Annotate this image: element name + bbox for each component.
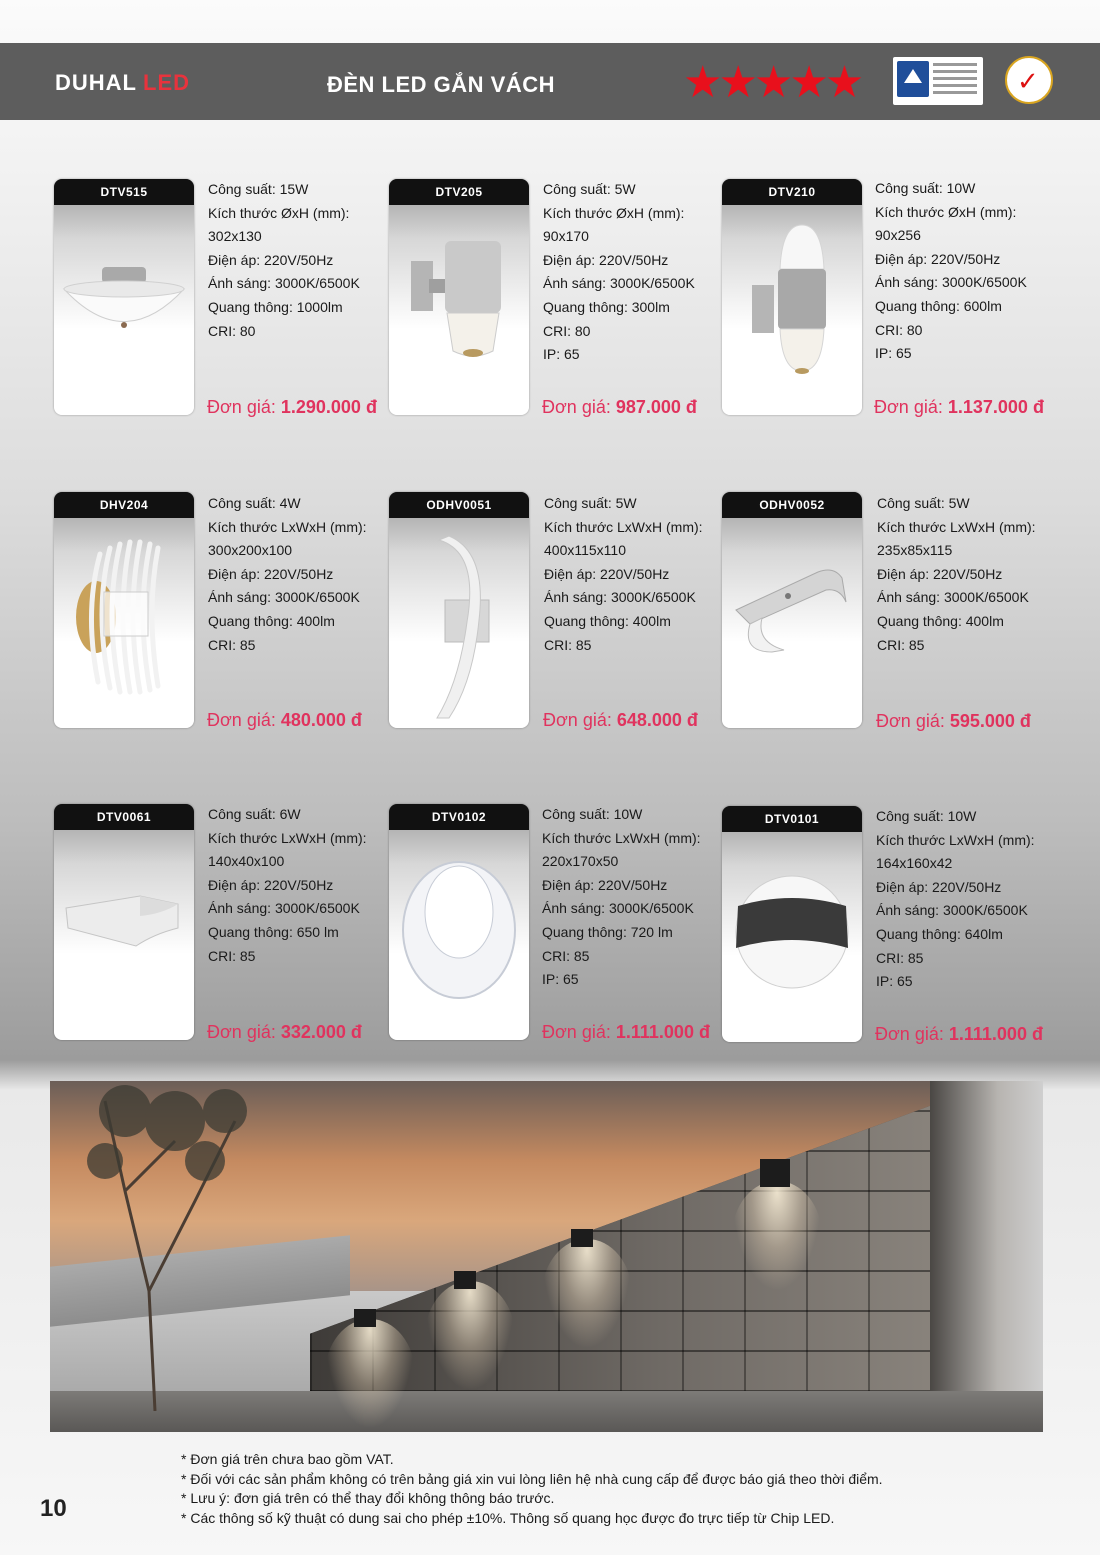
note-line: * Đối với các sản phẩm không có trên bảng giá xin vui lòng liên hệ nhà cung cấp để được báo giá theo thời điểm. (181, 1470, 883, 1487)
spec-line: Kích thước LxWxH (mm): (208, 518, 367, 535)
light-beam (325, 1319, 415, 1429)
product-specs (208, 178, 388, 343)
spec-line: 164x160x42 (876, 855, 953, 872)
price-label: Đơn giá: (543, 710, 612, 730)
spec-line: Công suất: 5W (544, 495, 637, 511)
spec-line: Kích thước LxWxH (mm): (208, 829, 367, 846)
light-beam (542, 1239, 632, 1349)
page-header (0, 43, 1100, 120)
price-value: 987.000 đ (615, 397, 697, 417)
tall-cylinder-wall-lamp-icon (722, 179, 862, 415)
price-value: 332.000 đ (280, 1022, 362, 1042)
product-card (722, 806, 862, 1042)
ceiling-dome-lamp-icon (54, 179, 194, 415)
spec-line: Quang thông: 400lm (208, 612, 335, 629)
product-code: DHV204 (54, 492, 194, 518)
product-card (389, 804, 529, 1040)
spec-line: Quang thông: 650 lm (208, 923, 339, 940)
spec-line: Kích thước LxWxH (mm): (876, 831, 1035, 848)
spec-line: Kích thước LxWxH (mm): (544, 518, 703, 535)
note-line: * Các thông số kỹ thuật có dung sai cho phép ±10%. Thông số quang học được đo trực tiếp từ Chip LED. (181, 1509, 835, 1526)
spec-line: Kích thước ØxH (mm): (875, 203, 1017, 220)
brand-name: DUHAL (55, 70, 137, 95)
spec-line: IP: 65 (875, 345, 912, 362)
tuv-rheinland-iso-9001-icon (893, 57, 983, 105)
product-specs (877, 492, 1057, 657)
box-wall-lamp-icon (54, 804, 194, 1040)
product-specs (543, 178, 723, 367)
spec-line: Ánh sáng: 3000K/6500K (542, 900, 694, 917)
spec-line: Ánh sáng: 3000K/6500K (875, 274, 1027, 291)
product-code: DTV210 (722, 179, 862, 205)
light-beam (732, 1181, 822, 1291)
spec-line: Quang thông: 720 lm (542, 923, 673, 940)
spec-line: Quang thông: 300lm (543, 298, 670, 315)
spec-line: Điện áp: 220V/50Hz (208, 565, 334, 582)
spec-line: Quang thông: 600lm (875, 297, 1002, 314)
right-wall (930, 1081, 1043, 1432)
spec-line: Điện áp: 220V/50Hz (876, 878, 1002, 895)
price-value: 1.137.000 đ (947, 397, 1044, 417)
price-value: 595.000 đ (949, 711, 1031, 731)
spec-line: Quang thông: 400lm (544, 612, 671, 629)
spec-line: Kích thước LxWxH (mm): (877, 518, 1036, 535)
spec-line: CRI: 80 (543, 322, 591, 339)
spec-line: IP: 65 (543, 346, 580, 363)
spec-line: Ánh sáng: 3000K/6500K (208, 275, 360, 292)
price-value: 1.111.000 đ (948, 1024, 1043, 1044)
spec-line: Ánh sáng: 3000K/6500K (877, 589, 1029, 606)
spec-line: Ánh sáng: 3000K/6500K (208, 589, 360, 606)
spec-line: Điện áp: 220V/50Hz (877, 565, 1003, 582)
product-card (54, 804, 194, 1040)
wall-lamp (454, 1271, 476, 1289)
spec-line: CRI: 85 (542, 947, 590, 964)
spec-line: CRI: 85 (208, 636, 256, 653)
product-specs (208, 803, 388, 968)
product-code: ODHV0052 (722, 492, 862, 518)
spec-line: Quang thông: 640lm (876, 925, 1003, 942)
product-specs (876, 805, 1056, 994)
spec-line: 90x256 (875, 227, 921, 244)
spec-line: 140x40x100 (208, 853, 285, 870)
spec-line: CRI: 80 (208, 322, 256, 339)
product-price (543, 710, 698, 731)
product-price (876, 711, 1031, 732)
price-label: Đơn giá: (542, 397, 611, 417)
product-specs (875, 177, 1055, 366)
spec-line: Điện áp: 220V/50Hz (543, 251, 669, 268)
curved-blade-wall-lamp-icon (389, 492, 529, 728)
wall-lamp (354, 1309, 376, 1327)
price-value: 1.111.000 đ (615, 1022, 710, 1042)
oval-wall-lamp-icon (389, 804, 529, 1040)
spec-line: Ánh sáng: 3000K/6500K (876, 902, 1028, 919)
spec-line: CRI: 85 (876, 949, 924, 966)
spec-line: CRI: 80 (875, 321, 923, 338)
spec-line: Công suất: 6W (208, 806, 301, 822)
product-card (722, 179, 862, 415)
price-label: Đơn giá: (207, 1022, 276, 1042)
product-specs (544, 492, 724, 657)
spec-line: Điện áp: 220V/50Hz (542, 876, 668, 893)
price-label: Đơn giá: (207, 397, 276, 417)
spec-line: Điện áp: 220V/50Hz (208, 876, 334, 893)
spec-line: Quang thông: 1000lm (208, 298, 343, 315)
product-price (207, 397, 377, 418)
spec-line: Kích thước ØxH (mm): (208, 204, 350, 221)
spec-line: Ánh sáng: 3000K/6500K (543, 275, 695, 292)
product-card (54, 492, 194, 728)
spec-line: 300x200x100 (208, 542, 293, 559)
product-specs (208, 492, 388, 657)
product-code: DTV0102 (389, 804, 529, 830)
spec-line: Công suất: 5W (543, 181, 636, 197)
price-label: Đơn giá: (876, 711, 945, 731)
curved-sconce-lamp-icon (722, 492, 862, 728)
acrylic-fin-wall-lamp-icon (54, 492, 194, 728)
spec-line: Công suất: 10W (875, 180, 976, 196)
spec-line: 400x115x110 (544, 542, 626, 559)
product-code: DTV0101 (722, 806, 862, 832)
price-value: 1.290.000 đ (280, 397, 377, 417)
spec-line: IP: 65 (542, 971, 579, 988)
product-price (207, 1022, 362, 1043)
hang-viet-nam-chat-luong-cao-icon: ✓ (1005, 56, 1053, 104)
product-code: DTV0061 (54, 804, 194, 830)
wall-lamp (760, 1159, 790, 1187)
price-value: 648.000 đ (616, 710, 698, 730)
spec-line: Công suất: 5W (877, 495, 970, 511)
product-price (542, 397, 697, 418)
note-line: * Đơn giá trên chưa bao gồm VAT. (181, 1451, 394, 1467)
brand-accent: LED (143, 70, 190, 95)
light-beam (425, 1281, 515, 1391)
note-line: * Lưu ý: đơn giá trên có thể thay đổi không thông báo trước. (181, 1490, 555, 1507)
spec-line: 302x130 (208, 228, 262, 245)
product-specs (542, 803, 722, 992)
product-card (54, 179, 194, 415)
tree-icon (85, 1081, 265, 1411)
spec-line: Công suất: 10W (876, 808, 977, 824)
spec-line: Ánh sáng: 3000K/6500K (208, 900, 360, 917)
price-label: Đơn giá: (542, 1022, 611, 1042)
spec-line: 235x85x115 (877, 542, 953, 559)
wall-lights-photo (50, 1081, 1043, 1432)
price-label: Đơn giá: (874, 397, 943, 417)
spec-line: Điện áp: 220V/50Hz (208, 251, 334, 268)
product-card (389, 492, 529, 728)
spec-line: 220x170x50 (542, 853, 619, 870)
spec-line: CRI: 85 (877, 636, 925, 653)
product-code: ODHV0051 (389, 492, 529, 518)
spec-line: Công suất: 4W (208, 495, 301, 511)
spec-line: Quang thông: 400lm (877, 612, 1004, 629)
spec-line: Điện áp: 220V/50Hz (875, 250, 1001, 267)
spec-line: IP: 65 (876, 973, 913, 990)
rating-stars: ★★★★★ (683, 58, 861, 107)
spec-line: Công suất: 10W (542, 806, 643, 822)
product-price (542, 1022, 710, 1043)
price-value: 480.000 đ (280, 710, 362, 730)
product-card (389, 179, 529, 415)
product-price (875, 1024, 1043, 1045)
product-card (722, 492, 862, 728)
spec-line: Điện áp: 220V/50Hz (544, 565, 670, 582)
round-band-wall-lamp-icon (722, 806, 862, 1042)
product-code: DTV515 (54, 179, 194, 205)
spec-line: Ánh sáng: 3000K/6500K (544, 589, 696, 606)
spec-line: Công suất: 15W (208, 181, 309, 197)
product-price (207, 710, 362, 731)
price-label: Đơn giá: (875, 1024, 944, 1044)
wall-lamp (571, 1229, 593, 1247)
brand-logo (55, 70, 190, 96)
spec-line: 90x170 (543, 228, 589, 245)
product-code: DTV205 (389, 179, 529, 205)
price-label: Đơn giá: (207, 710, 276, 730)
page-number: 10 (40, 1495, 67, 1522)
cylinder-wall-lamp-icon (389, 179, 529, 415)
product-price (874, 397, 1044, 418)
spec-line: Kích thước ØxH (mm): (543, 204, 685, 221)
spec-line: CRI: 85 (208, 947, 256, 964)
spec-line: CRI: 85 (544, 636, 592, 653)
spec-line: Kích thước LxWxH (mm): (542, 829, 701, 846)
price-notes (181, 1450, 883, 1528)
page-title: ĐÈN LED GẮN VÁCH (327, 72, 556, 97)
